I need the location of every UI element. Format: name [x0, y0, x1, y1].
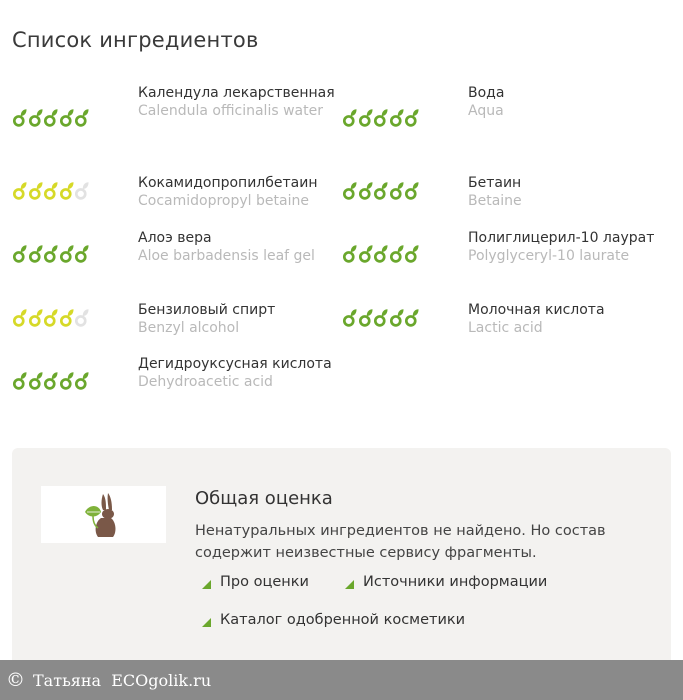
ingredient-name-ru: Бетаин	[468, 175, 522, 191]
rating-drops	[342, 244, 420, 264]
rating-drop-icon	[389, 181, 405, 201]
page-title: Список ингредиентов	[12, 28, 259, 52]
ingredient-item[interactable]	[342, 174, 672, 214]
rating-drop-icon	[373, 181, 389, 201]
rating-drop-icon	[358, 181, 374, 201]
rating-drop-icon	[342, 108, 358, 128]
link-label: Про оценки	[220, 574, 309, 590]
rating-drop-icon	[28, 244, 44, 264]
rating-drop-icon	[342, 181, 358, 201]
ingredient-name-ru: Бензиловый спирт	[138, 302, 276, 318]
rating-drop-icon	[74, 181, 90, 201]
ingredient-name-ru: Вода	[468, 85, 505, 101]
rating-drop-icon	[74, 108, 90, 128]
rating-drop-icon	[389, 244, 405, 264]
rating-drop-icon	[389, 108, 405, 128]
rating-drop-icon	[358, 308, 374, 328]
rating-drop-icon	[373, 308, 389, 328]
ingredient-name-ru: Алоэ вера	[138, 230, 212, 246]
rating-drop-icon	[342, 244, 358, 264]
ingredient-name-lat: Benzyl alcohol	[138, 320, 240, 336]
ingredient-name-lat: Dehydroacetic acid	[138, 374, 273, 390]
ingredient-name-ru: Дегидроуксусная кислота	[138, 356, 332, 372]
rating-drop-icon	[12, 108, 28, 128]
ingredient-item[interactable]	[342, 301, 672, 341]
copyright-sign: ©	[6, 669, 25, 691]
logo-box	[41, 486, 166, 543]
ingredient-name-lat: Aqua	[468, 103, 504, 119]
rating-drop-icon	[59, 244, 75, 264]
link-label: Каталог одобренной косметики	[220, 612, 466, 628]
ingredient-item[interactable]	[342, 229, 672, 287]
rating-drops	[12, 108, 90, 128]
rating-drop-icon	[404, 181, 420, 201]
rating-drop-icon	[59, 108, 75, 128]
rating-drop-icon	[342, 308, 358, 328]
watermark-bar	[0, 660, 683, 700]
triangle-bullet-icon	[202, 618, 211, 627]
rating-drop-icon	[74, 371, 90, 391]
rating-drop-icon	[358, 244, 374, 264]
triangle-bullet-icon	[345, 580, 354, 589]
ingredient-name-lat: Polyglyceryl-10 laurate	[468, 248, 630, 264]
ingredient-name-ru: Полиглицерил-10 лаурат	[468, 230, 655, 246]
rating-drop-icon	[404, 244, 420, 264]
rating-drop-icon	[43, 181, 59, 201]
about-ratings-link[interactable]	[202, 574, 309, 590]
rating-drop-icon	[59, 181, 75, 201]
rating-drop-icon	[12, 308, 28, 328]
rating-drop-icon	[12, 371, 28, 391]
rating-drop-icon	[404, 108, 420, 128]
rating-drop-icon	[28, 371, 44, 391]
rating-drop-icon	[43, 371, 59, 391]
link-label: Источники информации	[363, 574, 548, 590]
rating-drop-icon	[28, 181, 44, 201]
rating-drop-icon	[74, 244, 90, 264]
ingredient-name-lat: Betaine	[468, 193, 522, 209]
ingredient-item[interactable]	[342, 84, 672, 160]
ingredient-name-ru: Молочная кислота	[468, 302, 605, 318]
rating-drop-icon	[74, 308, 90, 328]
ingredient-item[interactable]	[12, 84, 342, 160]
summary-text: Ненатуральных ингредиентов не найдено. Но состав содержит неизвестные сервису фрагменты.	[195, 523, 606, 561]
rating-drop-icon	[12, 244, 28, 264]
rating-drops	[12, 181, 90, 201]
rating-drop-icon	[373, 244, 389, 264]
rating-drop-icon	[28, 308, 44, 328]
rating-drop-icon	[43, 244, 59, 264]
rating-drops	[342, 181, 420, 201]
rating-drop-icon	[389, 308, 405, 328]
rating-drop-icon	[404, 308, 420, 328]
overall-rating-panel	[12, 448, 671, 670]
ingredient-item[interactable]	[12, 355, 342, 413]
rating-drop-icon	[43, 108, 59, 128]
ingredient-name-lat: Calendula officinalis water	[138, 103, 323, 119]
approved-catalog-link[interactable]	[202, 612, 465, 628]
rating-drops	[12, 308, 90, 328]
rating-drop-icon	[12, 181, 28, 201]
watermark-text: Татьяна ECOgolik.ru	[33, 670, 212, 690]
ingredient-name-lat: Lactic acid	[468, 320, 543, 336]
rating-drop-icon	[373, 108, 389, 128]
rating-drops	[12, 371, 90, 391]
ingredient-item[interactable]	[12, 174, 342, 214]
rating-drop-icon	[358, 108, 374, 128]
ingredient-item[interactable]	[12, 229, 342, 269]
rating-drop-icon	[59, 308, 75, 328]
ingredient-name-lat: Aloe barbadensis leaf gel	[138, 248, 315, 264]
rating-drops	[342, 308, 420, 328]
info-sources-link[interactable]	[345, 574, 547, 590]
triangle-bullet-icon	[202, 580, 211, 589]
rating-drop-icon	[43, 308, 59, 328]
ingredient-name-lat: Cocamidopropyl betaine	[138, 193, 309, 209]
rabbit-leaf-icon	[81, 490, 121, 540]
ingredient-name-ru: Календула лекарственная	[138, 85, 335, 101]
rating-drops	[12, 244, 90, 264]
rating-drop-icon	[59, 371, 75, 391]
ingredient-item[interactable]	[12, 301, 342, 341]
ingredient-name-ru: Кокамидопропилбетаин	[138, 175, 318, 191]
summary-title: Общая оценка	[195, 488, 333, 509]
rating-drop-icon	[28, 108, 44, 128]
rating-drops	[342, 108, 420, 128]
